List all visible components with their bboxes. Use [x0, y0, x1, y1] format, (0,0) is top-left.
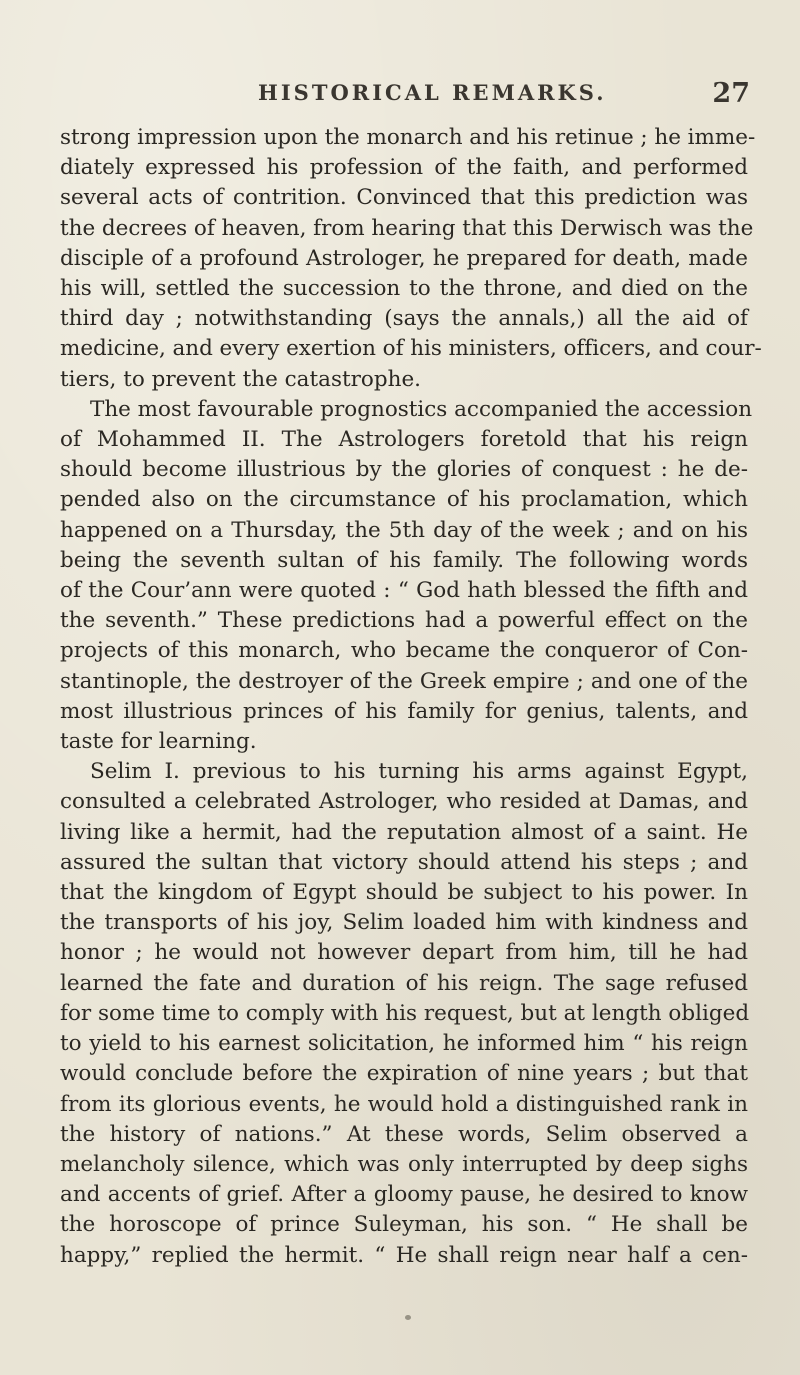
text-line: assured the sultan that victory should attend his steps ; and: [60, 849, 748, 875]
text-line: living like a hermit, had the reputation almost of a saint. He: [60, 819, 748, 845]
text-line: Selim I. previous to his turning his arms against Egypt,: [90, 759, 748, 785]
text-line: several acts of contrition. Convinced that this prediction was: [60, 185, 748, 211]
text-line: medicine, and every exertion of his ministers, officers, and cour-: [60, 336, 762, 362]
text-line: his will, settled the succession to the throne, and died on the: [60, 276, 748, 302]
text-line: consulted a celebrated Astrologer, who resided at Damas, and: [60, 789, 748, 815]
text-line: disciple of a profound Astrologer, he prepared for death, made: [60, 245, 748, 271]
text-line: would conclude before the expiration of nine years ; but that: [60, 1061, 748, 1087]
text-line: the seventh.” These predictions had a powerful effect on the: [60, 608, 748, 634]
body-text: [60, 123, 762, 1271]
text-line: should become illustrious by the glories of conquest : he de-: [60, 457, 748, 483]
text-line: and accents of grief. After a gloomy pause, he desired to know: [60, 1182, 748, 1208]
text-line: honor ; he would not however depart from him, till he had: [60, 940, 748, 966]
running-head-title: HISTORICAL REMARKS.: [258, 80, 607, 105]
text-line: of the Cour’ann were quoted : “ God hath blessed the fifth and: [60, 578, 748, 604]
text-line: pended also on the circumstance of his proclamation, which: [60, 487, 748, 513]
text-line: the transports of his joy, Selim loaded him with kindness and: [60, 910, 748, 936]
text-line: the decrees of heaven, from hearing that this Derwisch was the: [60, 215, 754, 241]
text-line: of Mohammed II. The Astrologers foretold that his reign: [60, 427, 748, 453]
text-line: tiers, to prevent the catastrophe.: [60, 366, 422, 392]
text-line: to yield to his earnest solicitation, he informed him “ his reign: [60, 1031, 748, 1057]
text-line: third day ; notwithstanding (says the annals,) all the aid of: [60, 306, 748, 332]
text-line: melancholy silence, which was only interrupted by deep sighs: [60, 1151, 748, 1177]
text-line: taste for learning.: [60, 729, 257, 755]
text-line: for some time to comply with his request, but at length obliged: [60, 1000, 750, 1026]
text-line: stantinople, the destroyer of the Greek empire ; and one of the: [60, 668, 748, 694]
text-line: projects of this monarch, who became the conqueror of Con-: [60, 638, 748, 664]
text-line: the history of nations.” At these words, Selim observed a: [60, 1121, 748, 1147]
text-line: the horoscope of prince Suleyman, his son. “ He shall be: [60, 1212, 748, 1238]
text-line: strong impression upon the monarch and his retinue ; he imme-: [60, 125, 756, 150]
text-line: from its glorious events, he would hold a distinguished rank in: [60, 1091, 748, 1117]
text-line: learned the fate and duration of his reign. The sage refused: [60, 970, 748, 996]
text-line: The most favourable prognostics accompanied the accession: [90, 396, 753, 422]
text-line: most illustrious princes of his family for genius, talents, and: [60, 698, 748, 724]
running-head: [60, 80, 750, 114]
ink-smudge: [405, 1315, 411, 1320]
text-line: happy,” replied the hermit. “ He shall reign near half a cen-: [60, 1242, 748, 1268]
text-line: that the kingdom of Egypt should be subject to his power. In: [60, 880, 748, 906]
page-number: 27: [712, 78, 750, 109]
text-line: diately expressed his profession of the faith, and performed: [60, 155, 748, 181]
text-line: happened on a Thursday, the 5th day of the week ; and on his: [60, 517, 748, 543]
text-line: being the seventh sultan of his family. The following words: [60, 547, 748, 573]
